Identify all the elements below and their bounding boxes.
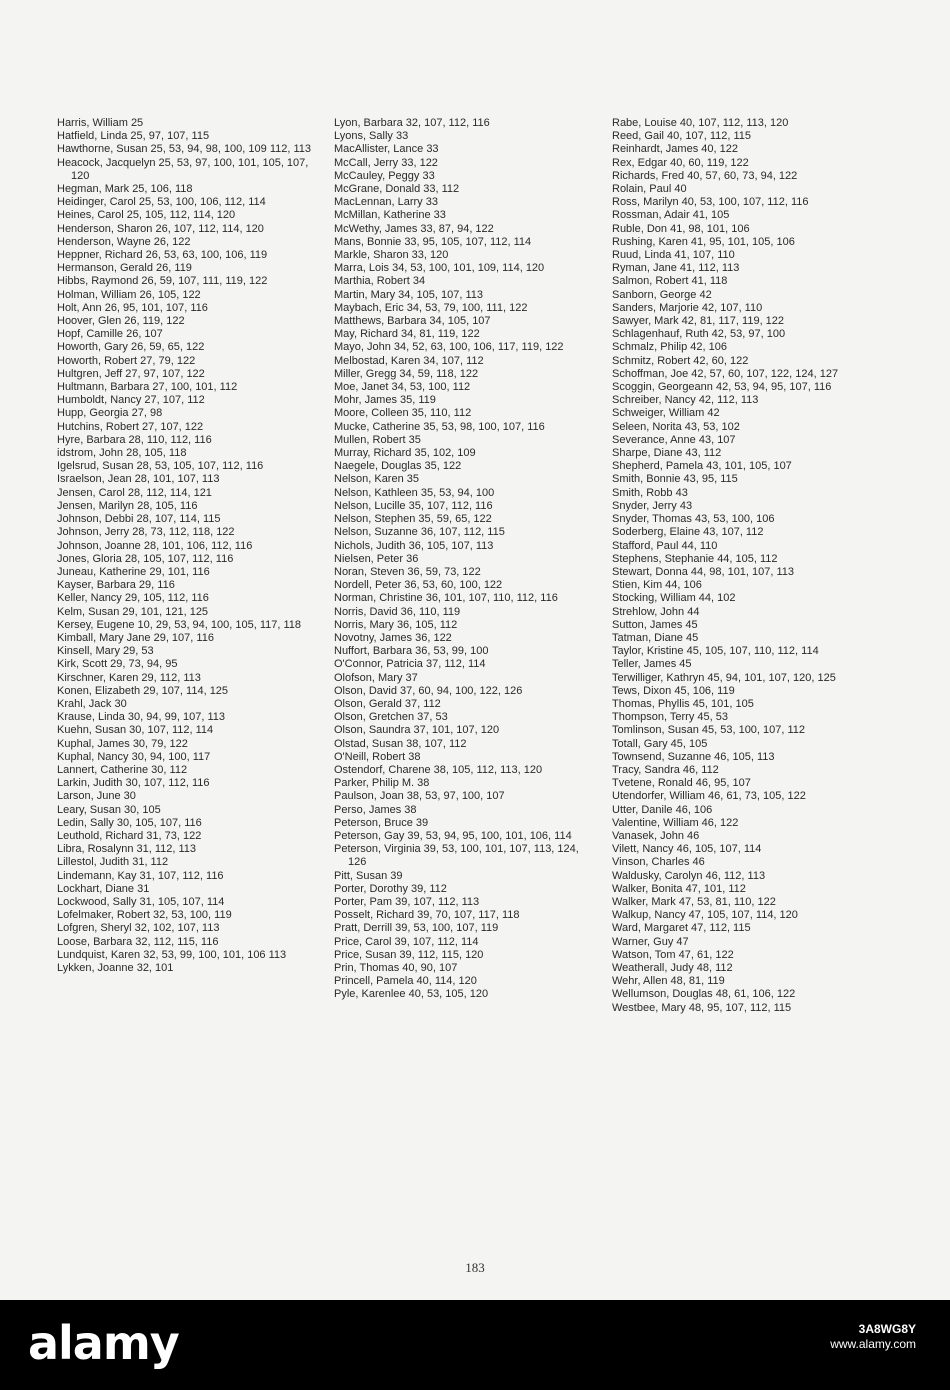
index-entry: Hermanson, Gerald 26, 119 [57, 262, 192, 275]
index-entry: Walker, Bonita 47, 101, 112 [612, 882, 746, 895]
index-entry: Hawthorne, Susan 25, 53, 94, 98, 100, 109 112, 113 [57, 143, 312, 156]
index-entry: Johnson, Debbi 28, 107, 114, 115 [57, 513, 221, 526]
index-entry: Tomlinson, Susan 45, 53, 100, 107, 112 [612, 724, 806, 737]
index-entry: Martin, Mary 34, 105, 107, 113 [334, 288, 483, 301]
index-entry: Tracy, Sandra 46, 112 [612, 763, 719, 776]
index-entry: Olstad, Susan 38, 107, 112 [334, 737, 467, 750]
index-entry: Hopf, Camille 26, 107 [57, 328, 163, 341]
index-entry: Peterson, Virginia 39, 53, 100, 101, 107, 113, 124, 126 [334, 843, 579, 869]
index-entry: Leuthold, Richard 31, 73, 122 [57, 829, 202, 842]
index-entry: Nelson, Lucille 35, 107, 112, 116 [334, 499, 493, 512]
index-entry: Henderson, Wayne 26, 122 [57, 235, 191, 248]
index-entry: Jones, Gloria 28, 105, 107, 112, 116 [57, 552, 234, 565]
index-entry: Strehlow, John 44 [612, 605, 700, 618]
index-entry: Murray, Richard 35, 102, 109 [334, 447, 476, 460]
index-entry: Olson, Saundra 37, 101, 107, 120 [334, 724, 500, 737]
index-entry: Nielsen, Peter 36 [334, 552, 419, 565]
index-entry: Rex, Edgar 40, 60, 119, 122 [612, 156, 749, 169]
index-entry: Wellumson, Douglas 48, 61, 106, 122 [612, 988, 796, 1001]
index-entry: Lofgren, Sheryl 32, 102, 107, 113 [57, 922, 220, 935]
index-entry: Ostendorf, Charene 38, 105, 112, 113, 120 [334, 763, 543, 776]
index-entry: Tatman, Diane 45 [612, 631, 699, 644]
index-entry: Nordell, Peter 36, 53, 60, 100, 122 [334, 579, 503, 592]
index-entry: Novotny, James 36, 122 [334, 631, 452, 644]
index-entry: Holman, William 26, 105, 122 [57, 288, 201, 301]
index-entry: Ledin, Sally 30, 105, 107, 116 [57, 816, 202, 829]
index-entry: McGrane, Donald 33, 112 [334, 183, 460, 196]
index-entry: Keller, Nancy 29, 105, 112, 116 [57, 592, 209, 605]
index-entry: Scoggin, Georgeann 42, 53, 94, 95, 107, 116 [612, 381, 832, 394]
index-entry: Lyons, Sally 33 [334, 130, 409, 143]
index-entry: Jensen, Carol 28, 112, 114, 121 [57, 486, 212, 499]
index-entry: Smith, Bonnie 43, 95, 115 [612, 473, 738, 486]
index-entry: Totall, Gary 45, 105 [612, 737, 708, 750]
index-entry: Harris, William 25 [57, 117, 144, 129]
index-entry: Libra, Rosalynn 31, 112, 113 [57, 843, 197, 856]
index-entry: Kirk, Scott 29, 73, 94, 95 [57, 658, 178, 671]
index-entry: Lockhart, Diane 31 [57, 882, 150, 895]
index-entry: Wehr, Allen 48, 81, 119 [612, 975, 725, 988]
index-entry: Hupp, Georgia 27, 98 [57, 407, 163, 420]
index-entry: Pyle, Karenlee 40, 53, 105, 120 [334, 988, 489, 1001]
index-entry: Moore, Colleen 35, 110, 112 [334, 407, 472, 420]
index-entry: Igelsrud, Susan 28, 53, 105, 107, 112, 116 [57, 460, 264, 473]
index-entry: Nelson, Karen 35 [334, 473, 419, 486]
index-entry: Juneau, Katherine 29, 101, 116 [57, 565, 210, 578]
index-entry: Lockwood, Sally 31, 105, 107, 114 [57, 895, 225, 908]
index-entry: Rossman, Adair 41, 105 [612, 209, 730, 222]
index-entry: Utter, Danile 46, 106 [612, 803, 713, 816]
index-entry: Vinson, Charles 46 [612, 856, 705, 869]
index-entry: Hoover, Glen 26, 119, 122 [57, 315, 185, 328]
index-entry: Vilett, Nancy 46, 105, 107, 114 [612, 843, 762, 856]
index-entry: Valentine, William 46, 122 [612, 816, 739, 829]
index-entry: Hutchins, Robert 27, 107, 122 [57, 420, 204, 433]
index-entry: Paulson, Joan 38, 53, 97, 100, 107 [334, 790, 505, 803]
index-entry: Larson, June 30 [57, 790, 136, 803]
image-id: 3A8WG8Y [858, 1322, 916, 1336]
index-entry: Sanders, Marjorie 42, 107, 110 [612, 301, 763, 314]
index-entry: Heidinger, Carol 25, 53, 100, 106, 112, 114 [57, 196, 266, 209]
index-entry: Ruud, Linda 41, 107, 110 [612, 249, 735, 262]
index-entry: McMillan, Katherine 33 [334, 209, 446, 222]
index-entry: Lofelmaker, Robert 32, 53, 100, 119 [57, 909, 232, 922]
index-entry: Ross, Marilyn 40, 53, 100, 107, 112, 116 [612, 196, 809, 209]
index-entry: MacLennan, Larry 33 [334, 196, 438, 209]
index-entry: Kuphal, James 30, 79, 122 [57, 737, 188, 750]
index-entry: Schmitz, Robert 42, 60, 122 [612, 354, 749, 367]
index-entry: Jensen, Marilyn 28, 105, 116 [57, 499, 198, 512]
brand-logo: alamy [28, 1316, 179, 1370]
index-entry: Mans, Bonnie 33, 95, 105, 107, 112, 114 [334, 235, 532, 248]
index-entry: Kirschner, Karen 29, 112, 113 [57, 671, 201, 684]
index-entry: Schoffman, Joe 42, 57, 60, 107, 122, 124, 127 [612, 367, 839, 380]
index-entry: Townsend, Suzanne 46, 105, 113 [612, 750, 775, 763]
index-entry: MacAllister, Lance 33 [334, 143, 439, 156]
index-entry: Sharpe, Diane 43, 112 [612, 447, 722, 460]
index-entry: Schweiger, William 42 [612, 407, 720, 420]
index-entry: Humboldt, Nancy 27, 107, 112 [57, 394, 205, 407]
index-entry: Kuphal, Nancy 30, 94, 100, 117 [57, 750, 211, 763]
index-entry: Nuffort, Barbara 36, 53, 99, 100 [334, 645, 489, 658]
index-entry: May, Richard 34, 81, 119, 122 [334, 328, 480, 341]
index-entry: Smith, Robb 43 [612, 486, 688, 499]
index-entry: Nichols, Judith 36, 105, 107, 113 [334, 539, 494, 552]
index-entry: Kinsell, Mary 29, 53 [57, 645, 154, 658]
index-entry: Krause, Linda 30, 94, 99, 107, 113 [57, 711, 225, 724]
index-entry: Mucke, Catherine 35, 53, 98, 100, 107, 116 [334, 420, 545, 433]
index-entry: Tews, Dixon 45, 106, 119 [612, 684, 735, 697]
index-entry: Watson, Tom 47, 61, 122 [612, 948, 734, 961]
index-entry: Nelson, Kathleen 35, 53, 94, 100 [334, 486, 495, 499]
index-entry: idstrom, John 28, 105, 118 [57, 447, 187, 460]
index-entry: Severance, Anne 43, 107 [612, 433, 736, 446]
index-entry: Kersey, Eugene 10, 29, 53, 94, 100, 105, 117, 118 [57, 618, 302, 631]
watermark-footer [0, 1300, 950, 1390]
index-entry: Richards, Fred 40, 57, 60, 73, 94, 122 [612, 169, 798, 182]
index-entry: Utendorfer, William 46, 61, 73, 105, 122 [612, 790, 806, 803]
index-entry: Schreiber, Nancy 42, 112, 113 [612, 394, 759, 407]
index-entry: Howorth, Gary 26, 59, 65, 122 [57, 341, 205, 354]
index-entry: Sanborn, George 42 [612, 288, 712, 301]
index-column-2 [334, 117, 594, 1002]
index-entry: Pratt, Derrill 39, 53, 100, 107, 119 [334, 922, 499, 935]
index-entry: Schmalz, Philip 42, 106 [612, 341, 727, 354]
index-entry: Sawyer, Mark 42, 81, 117, 119, 122 [612, 315, 785, 328]
index-entry: Pitt, Susan 39 [334, 869, 403, 882]
index-entry: Rabe, Louise 40, 107, 112, 113, 120 [612, 117, 789, 129]
index-entry: Price, Susan 39, 112, 115, 120 [334, 948, 484, 961]
index-entry: O'Connor, Patricia 37, 112, 114 [334, 658, 486, 671]
index-entry: Heines, Carol 25, 105, 112, 114, 120 [57, 209, 236, 222]
index-entry: Heacock, Jacquelyn 25, 53, 97, 100, 101, 105, 107, 120 [57, 156, 309, 182]
index-entry: Nelson, Suzanne 36, 107, 112, 115 [334, 526, 505, 539]
index-entry: Peterson, Gay 39, 53, 94, 95, 100, 101, 106, 114 [334, 829, 572, 842]
index-entry: Ruble, Don 41, 98, 101, 106 [612, 222, 750, 235]
index-entry: Price, Carol 39, 107, 112, 114 [334, 935, 479, 948]
index-entry: Nelson, Stephen 35, 59, 65, 122 [334, 513, 492, 526]
index-entry: Lillestol, Judith 31, 112 [57, 856, 169, 869]
index-entry: Krahl, Jack 30 [57, 697, 127, 710]
index-entry: Stewart, Donna 44, 98, 101, 107, 113 [612, 565, 795, 578]
index-entry: Howorth, Robert 27, 79, 122 [57, 354, 196, 367]
index-entry: Norris, David 36, 110, 119 [334, 605, 461, 618]
index-entry: Lyon, Barbara 32, 107, 112, 116 [334, 117, 490, 129]
index-entry: Thompson, Terry 45, 53 [612, 711, 728, 724]
index-entry: Olson, David 37, 60, 94, 100, 122, 126 [334, 684, 523, 697]
index-entry: Lundquist, Karen 32, 53, 99, 100, 101, 106 113 [57, 948, 287, 961]
index-entry: Walker, Mark 47, 53, 81, 110, 122 [612, 895, 776, 908]
index-entry: Hegman, Mark 25, 106, 118 [57, 183, 193, 196]
index-entry: Johnson, Jerry 28, 73, 112, 118, 122 [57, 526, 235, 539]
index-entry: Reed, Gail 40, 107, 112, 115 [612, 130, 752, 143]
footer-url: www.alamy.com [830, 1337, 916, 1351]
index-entry: Olson, Gretchen 37, 53 [334, 711, 448, 724]
index-entry: Marra, Lois 34, 53, 100, 101, 109, 114, 120 [334, 262, 545, 275]
index-entry: Holt, Ann 26, 95, 101, 107, 116 [57, 301, 208, 314]
index-entry: Teller, James 45 [612, 658, 692, 671]
index-entry: Lannert, Catherine 30, 112 [57, 763, 188, 776]
index-entry: Heppner, Richard 26, 53, 63, 100, 106, 119 [57, 249, 268, 262]
index-entry: Princell, Pamela 40, 114, 120 [334, 975, 477, 988]
index-entry: Kimball, Mary Jane 29, 107, 116 [57, 631, 214, 644]
index-entry: Taylor, Kristine 45, 105, 107, 110, 112, 114 [612, 645, 819, 658]
index-entry: Henderson, Sharon 26, 107, 112, 114, 120 [57, 222, 264, 235]
index-entry: McCauley, Peggy 33 [334, 169, 435, 182]
index-entry: Mullen, Robert 35 [334, 433, 421, 446]
index-entry: Moe, Janet 34, 53, 100, 112 [334, 381, 471, 394]
index-entry: Matthews, Barbara 34, 105, 107 [334, 315, 491, 328]
index-entry: Kuehn, Susan 30, 107, 112, 114 [57, 724, 214, 737]
index-entry: Kelm, Susan 29, 101, 121, 125 [57, 605, 209, 618]
index-entry: Olson, Gerald 37, 112 [334, 697, 441, 710]
index-entry: Westbee, Mary 48, 95, 107, 112, 115 [612, 1001, 792, 1014]
index-column-3 [612, 117, 877, 1015]
index-entry: O'Neill, Robert 38 [334, 750, 421, 763]
index-entry: Stien, Kim 44, 106 [612, 579, 702, 592]
index-entry: Stephens, Stephanie 44, 105, 112 [612, 552, 778, 565]
index-entry: Markle, Sharon 33, 120 [334, 249, 449, 262]
index-entry: Schlagenhauf, Ruth 42, 53, 97, 100 [612, 328, 786, 341]
index-entry: Johnson, Joanne 28, 101, 106, 112, 116 [57, 539, 253, 552]
index-entry: Seleen, Norita 43, 53, 102 [612, 420, 740, 433]
index-entry: Olofson, Mary 37 [334, 671, 418, 684]
index-entry: Loose, Barbara 32, 112, 115, 116 [57, 935, 219, 948]
index-entry: Mohr, James 35, 119 [334, 394, 436, 407]
index-entry: Parker, Philip M. 38 [334, 777, 430, 790]
index-entry: McCall, Jerry 33, 122 [334, 156, 438, 169]
index-entry: Walkup, Nancy 47, 105, 107, 114, 120 [612, 909, 798, 922]
index-entry: Norris, Mary 36, 105, 112 [334, 618, 458, 631]
index-entry: Hultgren, Jeff 27, 97, 107, 122 [57, 367, 205, 380]
index-entry: Tvetene, Ronald 46, 95, 107 [612, 777, 751, 790]
index-entry: Terwilliger, Kathryn 45, 94, 101, 107, 120, 125 [612, 671, 836, 684]
index-entry: Sutton, James 45 [612, 618, 698, 631]
index-entry: Leary, Susan 30, 105 [57, 803, 161, 816]
index-entry: Peterson, Bruce 39 [334, 816, 429, 829]
index-entry: Hatfield, Linda 25, 97, 107, 115 [57, 130, 210, 143]
index-entry: Marthia, Robert 34 [334, 275, 426, 288]
index-entry: Weatherall, Judy 48, 112 [612, 962, 733, 974]
index-column-1 [57, 117, 312, 975]
index-entry: Kayser, Barbara 29, 116 [57, 579, 175, 592]
index-entry: Hyre, Barbara 28, 110, 112, 116 [57, 433, 212, 446]
index-entry: Norman, Christine 36, 101, 107, 110, 112, 116 [334, 592, 558, 605]
index-entry: Ward, Margaret 47, 112, 115 [612, 922, 751, 935]
index-entry: Miller, Gregg 34, 59, 118, 122 [334, 367, 479, 380]
index-entry: Lindemann, Kay 31, 107, 112, 116 [57, 869, 224, 882]
index-entry: Thomas, Phyllis 45, 101, 105 [612, 697, 754, 710]
index-entry: Porter, Pam 39, 107, 112, 113 [334, 895, 480, 908]
index-entry: Larkin, Judith 30, 107, 112, 116 [57, 777, 210, 790]
index-entry: McWethy, James 33, 87, 94, 122 [334, 222, 494, 235]
index-entry: Prin, Thomas 40, 90, 107 [334, 962, 458, 974]
index-entry: Naegele, Douglas 35, 122 [334, 460, 462, 473]
index-entry: Noran, Steven 36, 59, 73, 122 [334, 565, 481, 578]
index-entry: Soderberg, Elaine 43, 107, 112 [612, 526, 764, 539]
index-entry: Ryman, Jane 41, 112, 113 [612, 262, 740, 275]
index-entry: Rushing, Karen 41, 95, 101, 105, 106 [612, 235, 795, 248]
index-entry: Porter, Dorothy 39, 112 [334, 882, 447, 895]
index-entry: Hultmann, Barbara 27, 100, 101, 112 [57, 381, 238, 394]
index-entry: Snyder, Jerry 43 [612, 499, 693, 512]
footer-info [830, 1322, 916, 1352]
index-entry: Vanasek, John 46 [612, 829, 700, 842]
page-number: 183 [465, 1260, 485, 1275]
index-entry: Stafford, Paul 44, 110 [612, 539, 718, 552]
index-entry: Hibbs, Raymond 26, 59, 107, 111, 119, 122 [57, 275, 268, 288]
index-entry: Rolain, Paul 40 [612, 183, 687, 196]
index-entry: Perso, James 38 [334, 803, 417, 816]
index-entry: Stocking, William 44, 102 [612, 592, 736, 605]
index-entry: Waldusky, Carolyn 46, 112, 113 [612, 869, 766, 882]
index-entry: Melbostad, Karen 34, 107, 112 [334, 354, 484, 367]
index-entry: Snyder, Thomas 43, 53, 100, 106 [612, 513, 775, 526]
index-entry: Posselt, Richard 39, 70, 107, 117, 118 [334, 909, 520, 922]
index-entry: Konen, Elizabeth 29, 107, 114, 125 [57, 684, 229, 697]
index-entry: Israelson, Jean 28, 101, 107, 113 [57, 473, 220, 486]
index-entry: Reinhardt, James 40, 122 [612, 143, 738, 156]
index-entry: Maybach, Eric 34, 53, 79, 100, 111, 122 [334, 301, 528, 314]
index-entry: Warner, Guy 47 [612, 935, 689, 948]
index-entry: Salmon, Robert 41, 118 [612, 275, 728, 288]
index-entry: Shepherd, Pamela 43, 101, 105, 107 [612, 460, 792, 473]
index-entry: Mayo, John 34, 52, 63, 100, 106, 117, 119, 122 [334, 341, 564, 354]
index-entry: Lykken, Joanne 32, 101 [57, 962, 174, 974]
